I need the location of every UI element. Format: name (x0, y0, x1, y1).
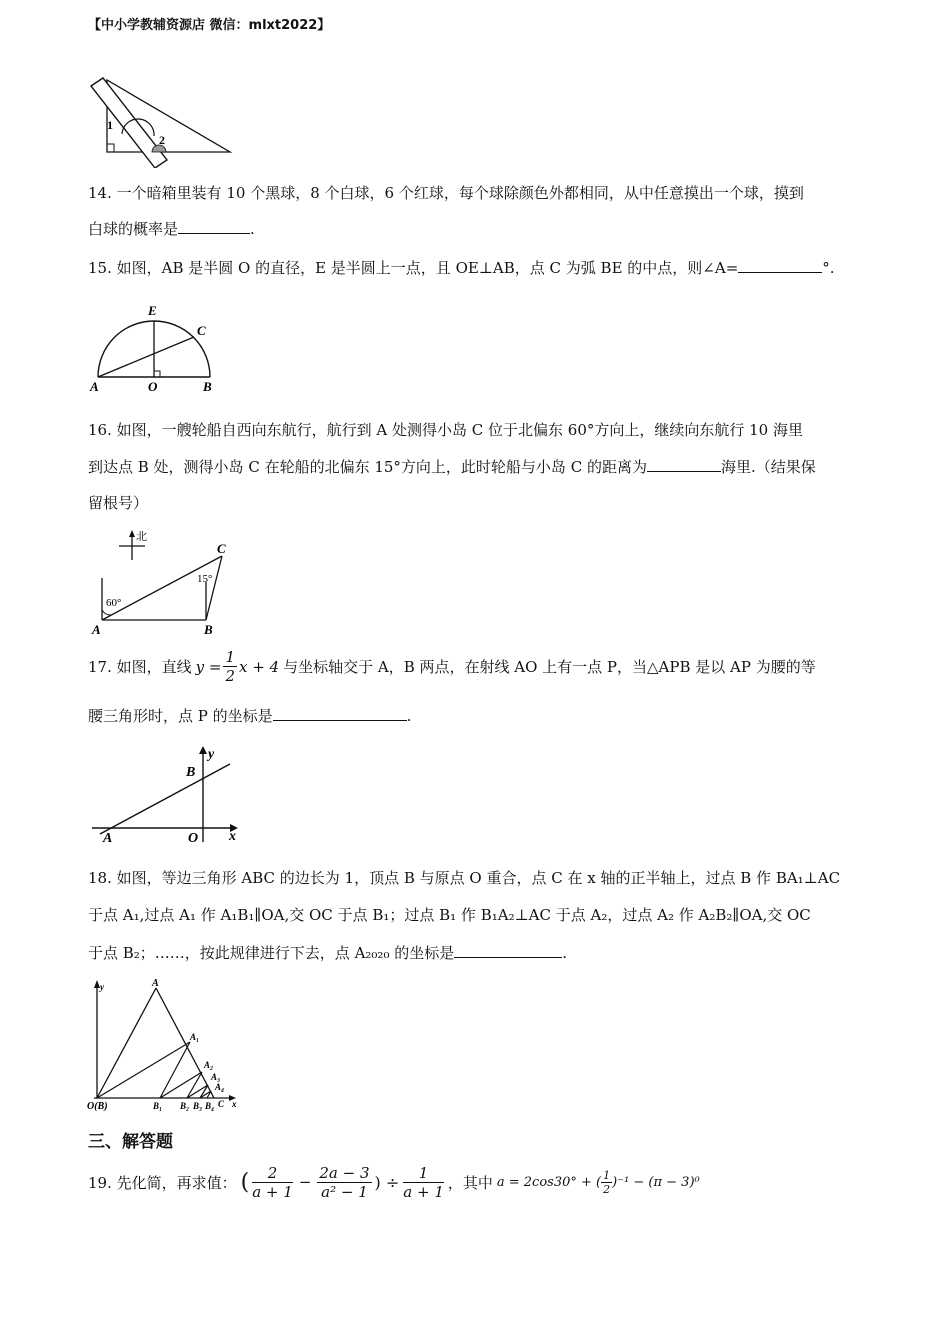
segment-BA1 (97, 1042, 190, 1098)
segment-BC (206, 556, 222, 620)
label-A: A (152, 978, 159, 989)
label-O: O (148, 379, 158, 394)
label-B2: B₂ (180, 1101, 190, 1111)
section-title: 三、解答题 (88, 1132, 173, 1152)
segment-A2B2 (187, 1072, 202, 1098)
north-arrow-head (129, 530, 135, 537)
label-A1: A₁ (190, 1032, 200, 1042)
angle60-arc (102, 610, 111, 615)
q17-answer-blank (273, 706, 407, 721)
q19-fraction-3: $\frac{1}{a + 1}$ (403, 1163, 444, 1201)
right-angle-mark (154, 371, 160, 377)
page-header: 【中小学教辅资源店 微信：mlxt2022】 (88, 18, 331, 33)
q17-y-eq: y = (195, 657, 222, 676)
q18-line1: 18. 如图，等边三角形 ABC 的边长为 1，顶点 B 与原点 O 重合，点 C 在 x 轴的正半轴上，过点 B 作 BA₁⊥AC (88, 869, 841, 887)
q19-line1: 19. 先化简，再求值： ( $\frac{2}{a + 1}$ − $\frac{2a - 3}{\text{a² − 1}}$ ) ÷ $\frac{1}{a + 1}$ ，其中 a = 2cos30° + ( $\frac{1}{2}$ )⁻¹ − (π − 3)⁰ (88, 1163, 700, 1201)
label-2: 2 (159, 133, 165, 147)
q17-text: 腰三角形时，点 P 的坐标是 (88, 707, 273, 725)
q16-line2: 到达点 B 处，测得小岛 C 在轮船的北偏东 15°方向上，此时轮船与小岛 C 的距离为 海里.（结果保 (88, 458, 816, 476)
segment-AC (102, 556, 222, 620)
side-AC (156, 988, 214, 1098)
q17-x-plus: x + 4 (238, 657, 280, 676)
figure-q16 (86, 526, 246, 638)
q17-fraction: $\frac{1}{2}$ (225, 648, 235, 685)
q19-half: $\frac{1}{2}$ (603, 1168, 611, 1196)
label-x: x (232, 1099, 237, 1109)
label-B4: B₄ (205, 1101, 215, 1111)
label-A4: A₄ (215, 1082, 225, 1092)
figure-q15 (86, 300, 226, 394)
q18-text: 于点 B₂；……，按此规律进行下去，点 A₂₀₂₀ 的坐标是 (88, 944, 455, 962)
label-y: y (100, 982, 104, 992)
q16-text: 到达点 B 处，测得小岛 C 在轮船的北偏东 15°方向上，此时轮船与小岛 C 的距离为 (88, 458, 647, 476)
q19-expr-a: a = 2cos30° + ( (496, 1174, 602, 1190)
q17-rest: 与坐标轴交于 A，B 两点，在射线 AO 上有一点 P，当△APB 是以 AP 为腰的等 (283, 658, 816, 676)
figure-q13 (86, 72, 246, 168)
q14-line2: 白球的概率是 . (88, 220, 255, 238)
q19-fraction-2: $\frac{2a - 3}{\text{a² − 1}}$ (319, 1163, 370, 1201)
label-C: C (197, 323, 206, 338)
q19-prefix: 19. 先化简，再求值： (88, 1173, 237, 1192)
q17-line2: 腰三角形时，点 P 的坐标是 . (88, 707, 412, 725)
label-E: E (148, 303, 157, 318)
label-15deg: 15° (197, 573, 213, 585)
label-C: C (218, 1099, 225, 1109)
figure-q17 (86, 742, 246, 846)
q15-answer-blank (738, 258, 822, 273)
q17-line1 (88, 648, 816, 685)
q19-fraction-1: $\frac{2}{a + 1}$ (252, 1163, 293, 1201)
label-1: 1 (107, 118, 113, 132)
segment-AC (98, 337, 194, 377)
label-OB: O(B) (87, 1101, 108, 1112)
label-x: x (229, 829, 236, 844)
line-AB (100, 764, 230, 834)
q17-prefix: 17. 如图，直线 (88, 658, 192, 676)
ruler (91, 78, 167, 168)
q18-line2: 于点 A₁,过点 A₁ 作 A₁B₁∥OA,交 OC 于点 B₁；过点 B₁ 作 B₁A₂⊥AC 于点 A₂，过点 A₂ 作 A₂B₂∥OA,交 OC (88, 906, 811, 924)
q15-line1: 15. 如图，AB 是半圆 O 的直径，E 是半圆上一点，且 OE⊥AB，点 C 为弧 BE 的中点，则∠A= °. (88, 259, 835, 277)
label-B: B (204, 622, 213, 637)
label-O: O (188, 831, 199, 846)
label-B3: B₃ (193, 1101, 203, 1111)
q16-line3: 留根号） (88, 494, 149, 512)
q14-answer-blank (178, 219, 250, 234)
y-axis-arrow (199, 746, 207, 754)
label-60deg: 60° (106, 597, 122, 609)
label-A2: A₂ (204, 1060, 214, 1070)
label-A3: A₃ (211, 1072, 221, 1082)
q14-line1: 14. 一个暗箱里装有 10 个黑球，8 个白球，6 个红球，每个球除颜色外都相同，从中任意摸出一个球，摸到 (88, 184, 804, 202)
label-C: C (217, 541, 226, 556)
label-north: 北 (136, 531, 147, 543)
q15-text: 15. 如图，AB 是半圆 O 的直径，E 是半圆上一点，且 OE⊥AB，点 C 为弧 BE 的中点，则∠A= (88, 259, 739, 277)
q18-answer-blank (454, 943, 562, 958)
label-B1: B₁ (153, 1101, 163, 1111)
side-OA (97, 988, 156, 1098)
label-B: B (186, 765, 196, 780)
q16-line1: 16. 如图，一艘轮船自西向东航行，航行到 A 处测得小岛 C 位于北偏东 60°方向上，继续向东航行 10 海里 (88, 421, 803, 439)
label-B: B (203, 379, 212, 394)
q16-answer-blank (647, 457, 721, 472)
label-A: A (103, 831, 113, 846)
q18-line3: 于点 B₂；……，按此规律进行下去，点 A₂₀₂₀ 的坐标是 . (88, 944, 568, 962)
q14-text: 白球的概率是 (88, 220, 179, 238)
right-angle-mark (107, 144, 114, 152)
figure-q18 (86, 976, 246, 1112)
label-A: A (90, 379, 99, 394)
label-A: A (92, 622, 101, 637)
q19-expr-b: )⁻¹ − (π − 3)⁰ (612, 1174, 700, 1190)
label-y: y (208, 747, 215, 762)
